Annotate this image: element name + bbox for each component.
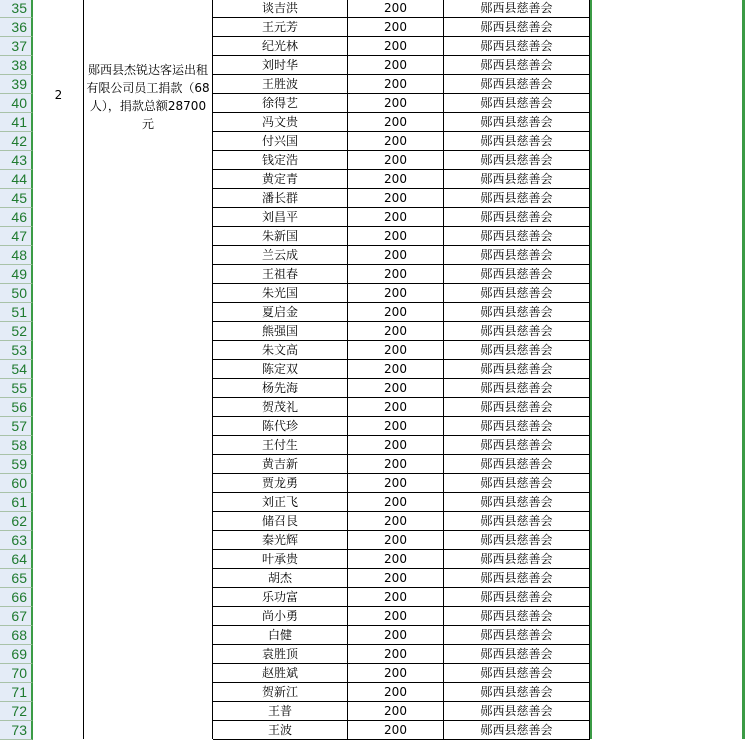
name-cell[interactable]: 刘正飞 [213,493,348,512]
row-header[interactable]: 49 [0,265,33,284]
table-row [0,208,745,227]
row-header[interactable]: 59 [0,455,33,474]
amount-cell[interactable]: 200 [348,360,444,379]
amount-cell[interactable]: 200 [348,417,444,436]
amount-cell[interactable]: 200 [348,208,444,227]
organization-cell[interactable]: 郧西县慈善会 [444,569,590,588]
name-cell[interactable]: 黄吉新 [213,455,348,474]
organization-cell[interactable]: 郧西县慈善会 [444,417,590,436]
table-row [0,493,745,512]
amount-cell[interactable]: 200 [348,645,444,664]
name-cell[interactable]: 王胜波 [213,75,348,94]
amount-cell[interactable]: 200 [348,398,444,417]
row-header[interactable]: 57 [0,417,33,436]
row-header[interactable]: 64 [0,550,33,569]
table-row [0,132,745,151]
table-row [0,512,745,531]
row-header[interactable]: 52 [0,322,33,341]
amount-cell[interactable]: 200 [348,113,444,132]
row-header[interactable]: 39 [0,75,33,94]
table-row [0,246,745,265]
organization-cell[interactable]: 郧西县慈善会 [444,702,590,721]
table-row [0,151,745,170]
organization-cell[interactable]: 郧西县慈善会 [444,75,590,94]
name-cell[interactable]: 黄定青 [213,170,348,189]
table-row [0,531,745,550]
row-header[interactable]: 36 [0,18,33,37]
name-cell[interactable]: 乐功富 [213,588,348,607]
amount-cell[interactable]: 200 [348,702,444,721]
table-row [0,37,745,56]
table-row [0,341,745,360]
row-header[interactable]: 35 [0,0,33,18]
amount-cell[interactable]: 200 [348,531,444,550]
selection-border [590,0,592,739]
organization-cell[interactable]: 郧西县慈善会 [444,626,590,645]
organization-cell[interactable]: 郧西县慈善会 [444,189,590,208]
table-row [0,170,745,189]
organization-cell[interactable]: 郧西县慈善会 [444,322,590,341]
amount-cell[interactable]: 200 [348,265,444,284]
name-cell[interactable]: 白健 [213,626,348,645]
table-row [0,379,745,398]
name-cell[interactable]: 付兴国 [213,132,348,151]
row-header[interactable]: 55 [0,379,33,398]
group-description-cell[interactable]: 郧西县杰锐达客运出租有限公司员工捐款（68人），捐款总额28700元 [86,63,210,131]
name-cell[interactable]: 贺茂礼 [213,398,348,417]
name-cell[interactable]: 刘时华 [213,56,348,75]
name-cell[interactable]: 钱定浩 [213,151,348,170]
table-row [0,417,745,436]
name-cell[interactable]: 胡杰 [213,569,348,588]
table-row [0,550,745,569]
table-row [0,227,745,246]
name-cell[interactable]: 王普 [213,702,348,721]
name-cell[interactable]: 叶承贵 [213,550,348,569]
name-cell[interactable]: 朱文高 [213,341,348,360]
organization-cell[interactable]: 郧西县慈善会 [444,37,590,56]
row-header[interactable]: 48 [0,246,33,265]
name-cell[interactable]: 杨先海 [213,379,348,398]
organization-cell[interactable]: 郧西县慈善会 [444,0,590,18]
name-cell[interactable]: 纪光林 [213,37,348,56]
name-cell[interactable]: 陈定双 [213,360,348,379]
amount-cell[interactable]: 200 [348,246,444,265]
amount-cell[interactable]: 200 [348,341,444,360]
organization-cell[interactable]: 郧西县慈善会 [444,550,590,569]
organization-cell[interactable]: 郧西县慈善会 [444,531,590,550]
row-header[interactable]: 62 [0,512,33,531]
organization-cell[interactable]: 郧西县慈善会 [444,208,590,227]
table-row [0,626,745,645]
table-row [0,360,745,379]
organization-cell[interactable]: 郧西县慈善会 [444,683,590,702]
row-header[interactable]: 53 [0,341,33,360]
amount-cell[interactable]: 200 [348,512,444,531]
organization-cell[interactable]: 郧西县慈善会 [444,588,590,607]
organization-cell[interactable]: 郧西县慈善会 [444,246,590,265]
row-header[interactable]: 37 [0,37,33,56]
organization-cell[interactable]: 郧西县慈善会 [444,607,590,626]
table-row [0,0,745,18]
row-header[interactable]: 56 [0,398,33,417]
table-row [0,607,745,626]
table-row [0,474,745,493]
organization-cell[interactable]: 郧西县慈善会 [444,474,590,493]
name-cell[interactable]: 王祖春 [213,265,348,284]
amount-cell[interactable]: 200 [348,151,444,170]
row-header[interactable]: 50 [0,284,33,303]
table-row [0,721,745,740]
organization-cell[interactable]: 郧西县慈善会 [444,56,590,75]
row-header[interactable]: 41 [0,113,33,132]
column-divider [212,0,213,739]
amount-cell[interactable]: 200 [348,550,444,569]
organization-cell[interactable]: 郧西县慈善会 [444,379,590,398]
row-header[interactable]: 73 [0,721,33,740]
organization-cell[interactable]: 郧西县慈善会 [444,512,590,531]
organization-cell[interactable]: 郧西县慈善会 [444,170,590,189]
row-header[interactable]: 71 [0,683,33,702]
table-row [0,398,745,417]
name-cell[interactable]: 朱光国 [213,284,348,303]
table-row [0,265,745,284]
table-row [0,322,745,341]
name-cell[interactable]: 谈吉洪 [213,0,348,18]
row-header[interactable]: 54 [0,360,33,379]
row-header[interactable]: 67 [0,607,33,626]
amount-cell[interactable]: 200 [348,189,444,208]
amount-cell[interactable]: 200 [348,455,444,474]
organization-cell[interactable]: 郧西县慈善会 [444,664,590,683]
name-cell[interactable]: 冯文贵 [213,113,348,132]
amount-cell[interactable]: 200 [348,284,444,303]
amount-cell[interactable]: 200 [348,436,444,455]
name-cell[interactable]: 尚小勇 [213,607,348,626]
amount-cell[interactable]: 200 [348,94,444,113]
row-header[interactable]: 42 [0,132,33,151]
organization-cell[interactable]: 郧西县慈善会 [444,645,590,664]
organization-cell[interactable]: 郧西县慈善会 [444,94,590,113]
organization-cell[interactable]: 郧西县慈善会 [444,493,590,512]
amount-cell[interactable]: 200 [348,56,444,75]
amount-cell[interactable]: 200 [348,569,444,588]
name-cell[interactable]: 兰云成 [213,246,348,265]
organization-cell[interactable]: 郧西县慈善会 [444,284,590,303]
name-cell[interactable]: 赵胜斌 [213,664,348,683]
organization-cell[interactable]: 郧西县慈善会 [444,151,590,170]
organization-cell[interactable]: 郧西县慈善会 [444,341,590,360]
table-row [0,189,745,208]
amount-cell[interactable]: 200 [348,379,444,398]
organization-cell[interactable]: 郧西县慈善会 [444,721,590,740]
amount-cell[interactable]: 200 [348,132,444,151]
name-cell[interactable]: 秦光辉 [213,531,348,550]
row-header[interactable]: 66 [0,588,33,607]
table-row [0,455,745,474]
column-divider [83,0,84,739]
organization-cell[interactable]: 郧西县慈善会 [444,132,590,151]
amount-cell[interactable]: 200 [348,493,444,512]
row-header[interactable]: 51 [0,303,33,322]
name-cell[interactable]: 王元芳 [213,18,348,37]
row-header[interactable]: 43 [0,151,33,170]
organization-cell[interactable]: 郧西县慈善会 [444,436,590,455]
table-row [0,284,745,303]
amount-cell[interactable]: 200 [348,626,444,645]
organization-cell[interactable]: 郧西县慈善会 [444,303,590,322]
table-row [0,702,745,721]
amount-cell[interactable]: 200 [348,0,444,18]
amount-cell[interactable]: 200 [348,664,444,683]
row-header[interactable]: 70 [0,664,33,683]
name-cell[interactable]: 夏启金 [213,303,348,322]
table-row [0,18,745,37]
amount-cell[interactable]: 200 [348,227,444,246]
name-cell[interactable]: 储召艮 [213,512,348,531]
row-header[interactable]: 58 [0,436,33,455]
name-cell[interactable]: 徐得艺 [213,94,348,113]
table-row [0,303,745,322]
amount-cell[interactable]: 200 [348,474,444,493]
row-header[interactable]: 63 [0,531,33,550]
table-row [0,683,745,702]
name-cell[interactable]: 王波 [213,721,348,740]
row-header[interactable]: 60 [0,474,33,493]
name-cell[interactable]: 陈代珍 [213,417,348,436]
table-row [0,569,745,588]
row-header[interactable]: 47 [0,227,33,246]
organization-cell[interactable]: 郧西县慈善会 [444,398,590,417]
name-cell[interactable]: 朱新国 [213,227,348,246]
name-cell[interactable]: 刘昌平 [213,208,348,227]
row-header[interactable]: 61 [0,493,33,512]
name-cell[interactable]: 潘长群 [213,189,348,208]
amount-cell[interactable]: 200 [348,170,444,189]
group-index-cell[interactable]: 2 [54,88,63,102]
organization-cell[interactable]: 郧西县慈善会 [444,265,590,284]
amount-cell[interactable]: 200 [348,683,444,702]
row-header[interactable]: 40 [0,94,33,113]
organization-cell[interactable]: 郧西县慈善会 [444,18,590,37]
amount-cell[interactable]: 200 [348,75,444,94]
table-row [0,588,745,607]
row-header[interactable]: 46 [0,208,33,227]
name-cell[interactable]: 王付生 [213,436,348,455]
organization-cell[interactable]: 郧西县慈善会 [444,227,590,246]
row-header[interactable]: 44 [0,170,33,189]
name-cell[interactable]: 贾龙勇 [213,474,348,493]
row-header[interactable]: 38 [0,56,33,75]
name-cell[interactable]: 袁胜顶 [213,645,348,664]
table-row [0,436,745,455]
table-row [0,645,745,664]
organization-cell[interactable]: 郧西县慈善会 [444,113,590,132]
name-cell[interactable]: 贺新江 [213,683,348,702]
amount-cell[interactable]: 200 [348,721,444,740]
row-header[interactable]: 72 [0,702,33,721]
amount-cell[interactable]: 200 [348,18,444,37]
organization-cell[interactable]: 郧西县慈善会 [444,360,590,379]
amount-cell[interactable]: 200 [348,303,444,322]
table-row [0,664,745,683]
row-header[interactable]: 69 [0,645,33,664]
row-header[interactable]: 45 [0,189,33,208]
row-header[interactable]: 65 [0,569,33,588]
row-header[interactable]: 68 [0,626,33,645]
name-cell[interactable]: 熊强国 [213,322,348,341]
amount-cell[interactable]: 200 [348,607,444,626]
amount-cell[interactable]: 200 [348,37,444,56]
amount-cell[interactable]: 200 [348,322,444,341]
organization-cell[interactable]: 郧西县慈善会 [444,455,590,474]
amount-cell[interactable]: 200 [348,588,444,607]
